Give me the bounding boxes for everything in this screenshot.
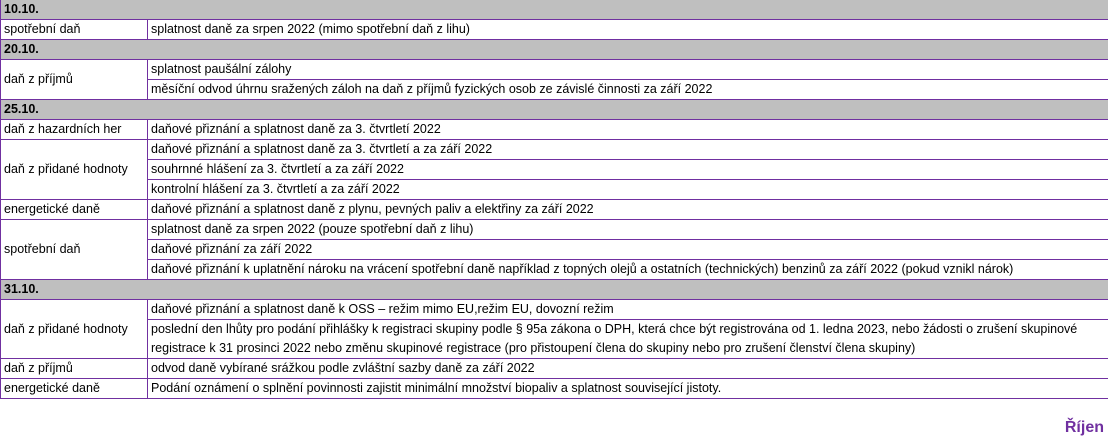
table-row xyxy=(1,60,1108,80)
table-row xyxy=(1,160,1108,180)
obligation-cell: splatnost daně za srpen 2022 (pouze spotřební daň z lihu) xyxy=(148,220,1108,240)
table-row xyxy=(1,80,1108,100)
date-header: 10.10. xyxy=(1,0,1108,20)
date-header-row xyxy=(1,0,1108,20)
obligation-cell: daňové přiznání k uplatnění nároku na vrácení spotřební daně například z topných olejů a ostatních (technických) benzinů za září 2022 (pokud vznikl nárok) xyxy=(148,260,1108,280)
table-row xyxy=(1,379,1108,399)
obligation-cell: poslední den lhůty pro podání přihlášky k registraci skupiny podle § 95a zákona o DPH, která chce být registrována od 1. ledna 2023, nebo žádosti o zrušení skupinové registrace k 31 prosinci 2022 nebo změnu skupinové registrace (pro přistoupení člena do skupiny nebo pro zrušení členství člena skupiny) xyxy=(148,320,1108,359)
obligation-cell: souhrnné hlášení za 3. čtvrtletí a za září 2022 xyxy=(148,160,1108,180)
obligation-cell: daňové přiznání a splatnost daně za 3. čtvrtletí a za září 2022 xyxy=(148,140,1108,160)
obligation-cell: měsíční odvod úhrnu sražených záloh na daň z příjmů fyzických osob ze závislé činnosti za září 2022 xyxy=(148,80,1108,100)
obligation-cell: daňové přiznání a splatnost daně za 3. čtvrtletí 2022 xyxy=(148,120,1108,140)
tax-type-cell: energetické daně xyxy=(1,379,148,399)
obligation-cell: splatnost daně za srpen 2022 (mimo spotřební daň z lihu) xyxy=(148,20,1108,40)
date-header-row xyxy=(1,40,1108,60)
table-row xyxy=(1,300,1108,320)
table-row xyxy=(1,359,1108,379)
table-row xyxy=(1,260,1108,280)
table-row xyxy=(1,20,1108,40)
date-header: 20.10. xyxy=(1,40,1108,60)
tax-type-cell: daň z přidané hodnoty xyxy=(1,300,148,359)
obligation-cell: daňové přiznání za září 2022 xyxy=(148,240,1108,260)
table-row xyxy=(1,140,1108,160)
table-row xyxy=(1,180,1108,200)
table-row xyxy=(1,120,1108,140)
table-row xyxy=(1,240,1108,260)
tax-type-cell: daň z příjmů xyxy=(1,60,148,100)
tax-type-cell: daň z hazardních her xyxy=(1,120,148,140)
obligation-cell: daňové přiznání a splatnost daně k OSS – režim mimo EU,režim EU, dovozní režim xyxy=(148,300,1108,320)
date-header-row xyxy=(1,280,1108,300)
date-header: 31.10. xyxy=(1,280,1108,300)
obligation-cell: Podání oznámení o splnění povinnosti zajistit minimální množství biopaliv a splatnost související jistoty. xyxy=(148,379,1108,399)
date-header-row xyxy=(1,100,1108,120)
table-row xyxy=(1,200,1108,220)
table-row xyxy=(1,220,1108,240)
obligation-cell: daňové přiznání a splatnost daně z plynu, pevných paliv a elektřiny za září 2022 xyxy=(148,200,1108,220)
tax-type-cell: daň z příjmů xyxy=(1,359,148,379)
date-header: 25.10. xyxy=(1,100,1108,120)
obligation-cell: odvod daně vybírané srážkou podle zvláštní sazby daně za září 2022 xyxy=(148,359,1108,379)
obligation-cell: kontrolní hlášení za 3. čtvrtletí a za září 2022 xyxy=(148,180,1108,200)
obligation-cell: splatnost paušální zálohy xyxy=(148,60,1108,80)
tax-type-cell: daň z přidané hodnoty xyxy=(1,140,148,200)
month-label: Říjen xyxy=(1064,419,1104,436)
tax-type-cell: energetické daně xyxy=(1,200,148,220)
tax-type-cell: spotřební daň xyxy=(1,20,148,40)
tax-type-cell: spotřební daň xyxy=(1,220,148,280)
table-row xyxy=(1,320,1108,359)
